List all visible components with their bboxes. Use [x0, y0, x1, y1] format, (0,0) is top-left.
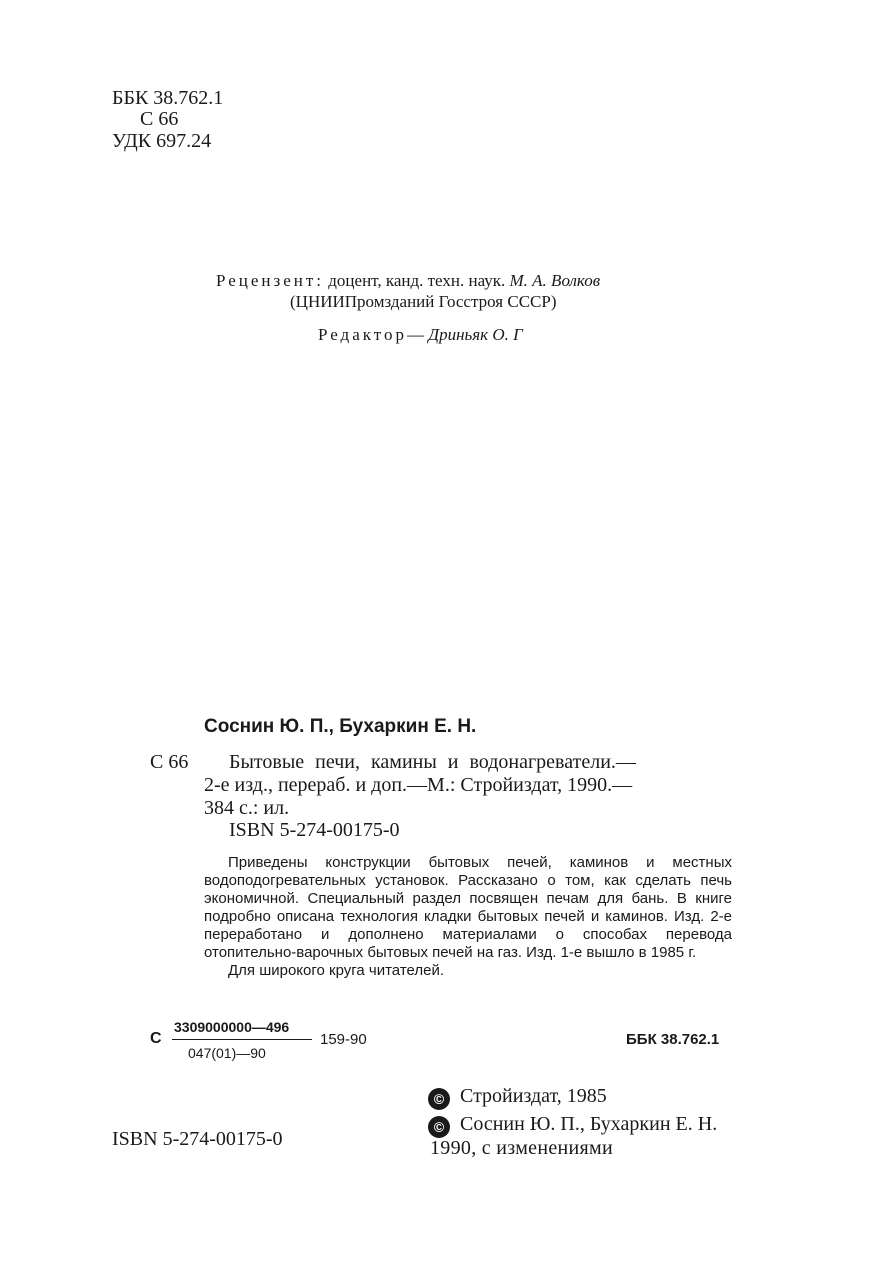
author-mark: С 66 [140, 108, 179, 130]
copyright-icon: © [428, 1088, 450, 1110]
editor-label: Редактор [318, 325, 407, 344]
catalog-pages-line: 384 с.: ил. [204, 797, 290, 819]
catalog-authors: Соснин Ю. П., Бухаркин Е. Н. [204, 716, 477, 737]
copyright-year-note: 1990, с изменениями [430, 1137, 613, 1159]
reviewer-organization: (ЦНИИПромзданий Госстроя СССР) [290, 292, 557, 311]
index-letter: С [150, 1030, 162, 1047]
catalog-title-line: Бытовые печи, камины и водонагреватели.— [229, 751, 636, 773]
reviewer-label: Рецензент: [216, 271, 325, 290]
index-bbk: ББК 38.762.1 [626, 1031, 720, 1048]
bbk-index: ББК 38.762.1 [112, 87, 224, 109]
udk-index: УДК 697.24 [112, 130, 212, 152]
reviewer-line [216, 270, 600, 291]
footer-isbn: ISBN 5-274-00175-0 [112, 1128, 283, 1150]
index-denominator: 047(01)—90 [188, 1045, 266, 1061]
annotation-text: Приведены конструкции бытовых печей, каминов и местных водоподогревательных установок. Рассказано о том, как сделать печь экономичной. Специальный раздел посвящен печам для бань. В книге подробно описана технология кладки бытовых печей и каминов. Изд. 2-е переработано и дополнено материалами о способах перевода отопительно-варочных бытовых печей на газ. Изд. 1-е вышло в 1985 г. [204, 854, 732, 961]
editor-line [318, 324, 523, 345]
editor-dash: — [407, 325, 424, 344]
index-numerator: 3309000000—496 [174, 1019, 290, 1035]
copyright-icon: © [428, 1116, 450, 1138]
reviewer-name: М. А. Волков [509, 271, 601, 290]
index-number: 159-90 [320, 1031, 367, 1048]
editor-name: Дриньяк О. Г [428, 325, 523, 344]
annotation-audience: Для широкого круга читателей. [228, 962, 445, 979]
catalog-code: С 66 [150, 751, 189, 773]
catalog-isbn: ISBN 5-274-00175-0 [229, 819, 400, 841]
reviewer-position: доцент, канд. техн. наук. [328, 271, 506, 290]
copyright-authors: © Соснин Ю. П., Бухаркин Е. Н. [428, 1113, 717, 1138]
copyright-publisher: © Стройиздат, 1985 [428, 1085, 607, 1110]
index-fraction-line [172, 1039, 312, 1040]
annotation [204, 854, 732, 980]
catalog-edition-line: 2-е изд., перераб. и доп.—М.: Стройиздат, 1990.— [204, 774, 633, 796]
